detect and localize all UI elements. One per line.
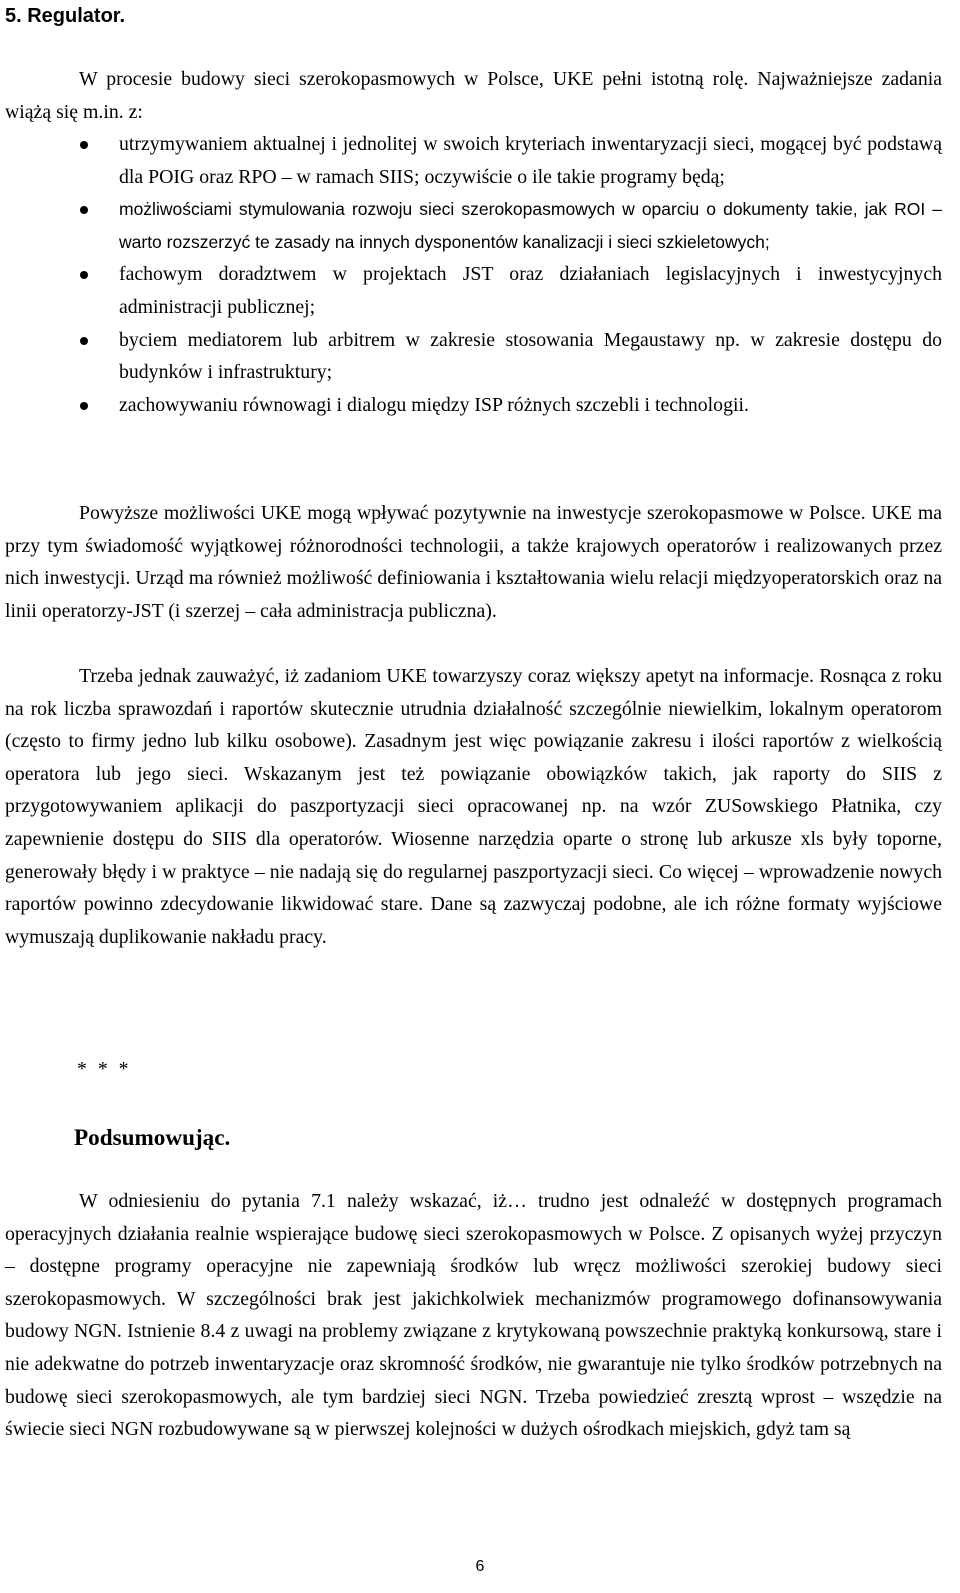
- summary-paragraph: W odniesieniu do pytania 7.1 należy wskazać, iż… trudno jest odnaleźć w dostępnych programach operacyjnych działania realnie wspierające budowę sieci szerokopasmowych w Polsce. Z opisanych wyżej przyczyn – dostępne programy operacyjne nie zapewniają środków lub wręcz możliwości szerokiej budowy sieci szerokopasmowych. W szczególności brak jest jakichkolwiek mechanizmów programowego dofinansowywania budowy NGN. Istnienie 8.4 z uwagi na problemy związane z krytykowaną powszechnie praktyką konkursową, stare i nie adekwatne do potrzeb inwentaryzacje oraz skromność środków, nie gwarantuje nie tylko środków potrzebnych na budowę sieci szerokopasmowych, ale tym bardziej sieci NGN. Trzeba powiedzieć zresztą wprost – wszędzie na świecie sieci NGN rozbudowywane są w pierwszej kolejności w dużych ośrodkach miejskich, gdyż tam są: [5, 1190, 942, 1441]
- summary-heading: Podsumowując.: [74, 1125, 231, 1151]
- list-item: [0, 193, 942, 258]
- section-heading: 5. Regulator.: [5, 5, 126, 27]
- list-item-text: byciem mediatorem lub arbitrem w zakresie stosowania Megaustawy np. w zakresie dostępu do budynków i infrastruktury;: [119, 328, 942, 384]
- list-item: [0, 258, 942, 323]
- list-item: [0, 389, 942, 422]
- paragraph-1: Powyższe możliwości UKE mogą wpływać pozytywnie na inwestycje szerokopasmowe w Polsce. UKE ma przy tym świadomość wyjątkowej różnorodności technologii, a także krajowych operatorów i realizowanych przez nich inwestycji. Urząd ma również możliwość definiowania i kształtowania wielu relacji międzyoperatorskich oraz na linii operatorzy-JST (i szerzej – cała administracja publiczna).: [5, 502, 942, 622]
- bullet-icon: [80, 402, 88, 410]
- intro-paragraph: W procesie budowy sieci szerokopasmowych w Polsce, UKE pełni istotną rolę. Najważniejsze zadania wiążą się m.in. z:: [5, 68, 942, 123]
- page-number: 6: [475, 1558, 485, 1575]
- list-item-text: zachowywaniu równowagi i dialogu między ISP różnych szczebli i technologii.: [119, 393, 749, 416]
- list-item-text: fachowym doradztwem w projektach JST oraz działaniach legislacyjnych i inwestycyjnych administracji publicznej;: [119, 263, 942, 318]
- bullet-icon: [80, 141, 88, 149]
- bullet-icon: [80, 337, 88, 345]
- list-item-text: utrzymywaniem aktualnej i jednolitej w swoich kryteriach inwentaryzacji sieci, mogącej być podstawą dla POIG oraz RPO – w ramach SIIS; oczywiście o ile takie programy będą;: [119, 133, 942, 188]
- separator: * * *: [77, 1058, 132, 1080]
- paragraph-2: Trzeba jednak zauważyć, iż zadaniom UKE towarzyszy coraz większy apetyt na informacje. Rosnąca z roku na rok liczba sprawozdań i raportów skutecznie utrudnia działalność szczególnie niewielkim, lokalnym operatorom (często to firmy jedno lub kilku osobowe). Zasadnym jest więc powiązanie zakresu i ilości raportów z wielkością operatora lub jego sieci. Wskazanym jest też powiązanie obowiązków takich, jak raporty do SIIS z przygotowywaniem aplikacji do paszportyzacji sieci opracowanej np. na wzór ZUSowskiego Płatnika, czy zapewnienie dostępu do SIIS dla operatorów. Wiosenne narzędzia oparte o stronę lub arkusze xls były toporne, generowały błędy i w praktyce – nie nadają się do regularnej paszportyzacji sieci. Co więcej – wprowadzenie nowych raportów powinno zdecydowanie likwidować stare. Dane są zazwyczaj podobne, ale ich różne formaty wyjściowe wymuszają duplikowanie nakładu pracy.: [5, 665, 942, 948]
- list-item-text: możliwościami stymulowania rozwoju sieci szerokopasmowych w oparciu o dokumenty takie, jak ROI – warto rozszerzyć te zasady na innych dysponentów kanalizacji i sieci szkieletowych;: [119, 199, 942, 252]
- tasks-list: [0, 128, 960, 421]
- bullet-icon: [80, 271, 88, 279]
- list-item: [0, 324, 942, 389]
- list-item: [0, 128, 942, 193]
- bullet-icon: [80, 206, 88, 214]
